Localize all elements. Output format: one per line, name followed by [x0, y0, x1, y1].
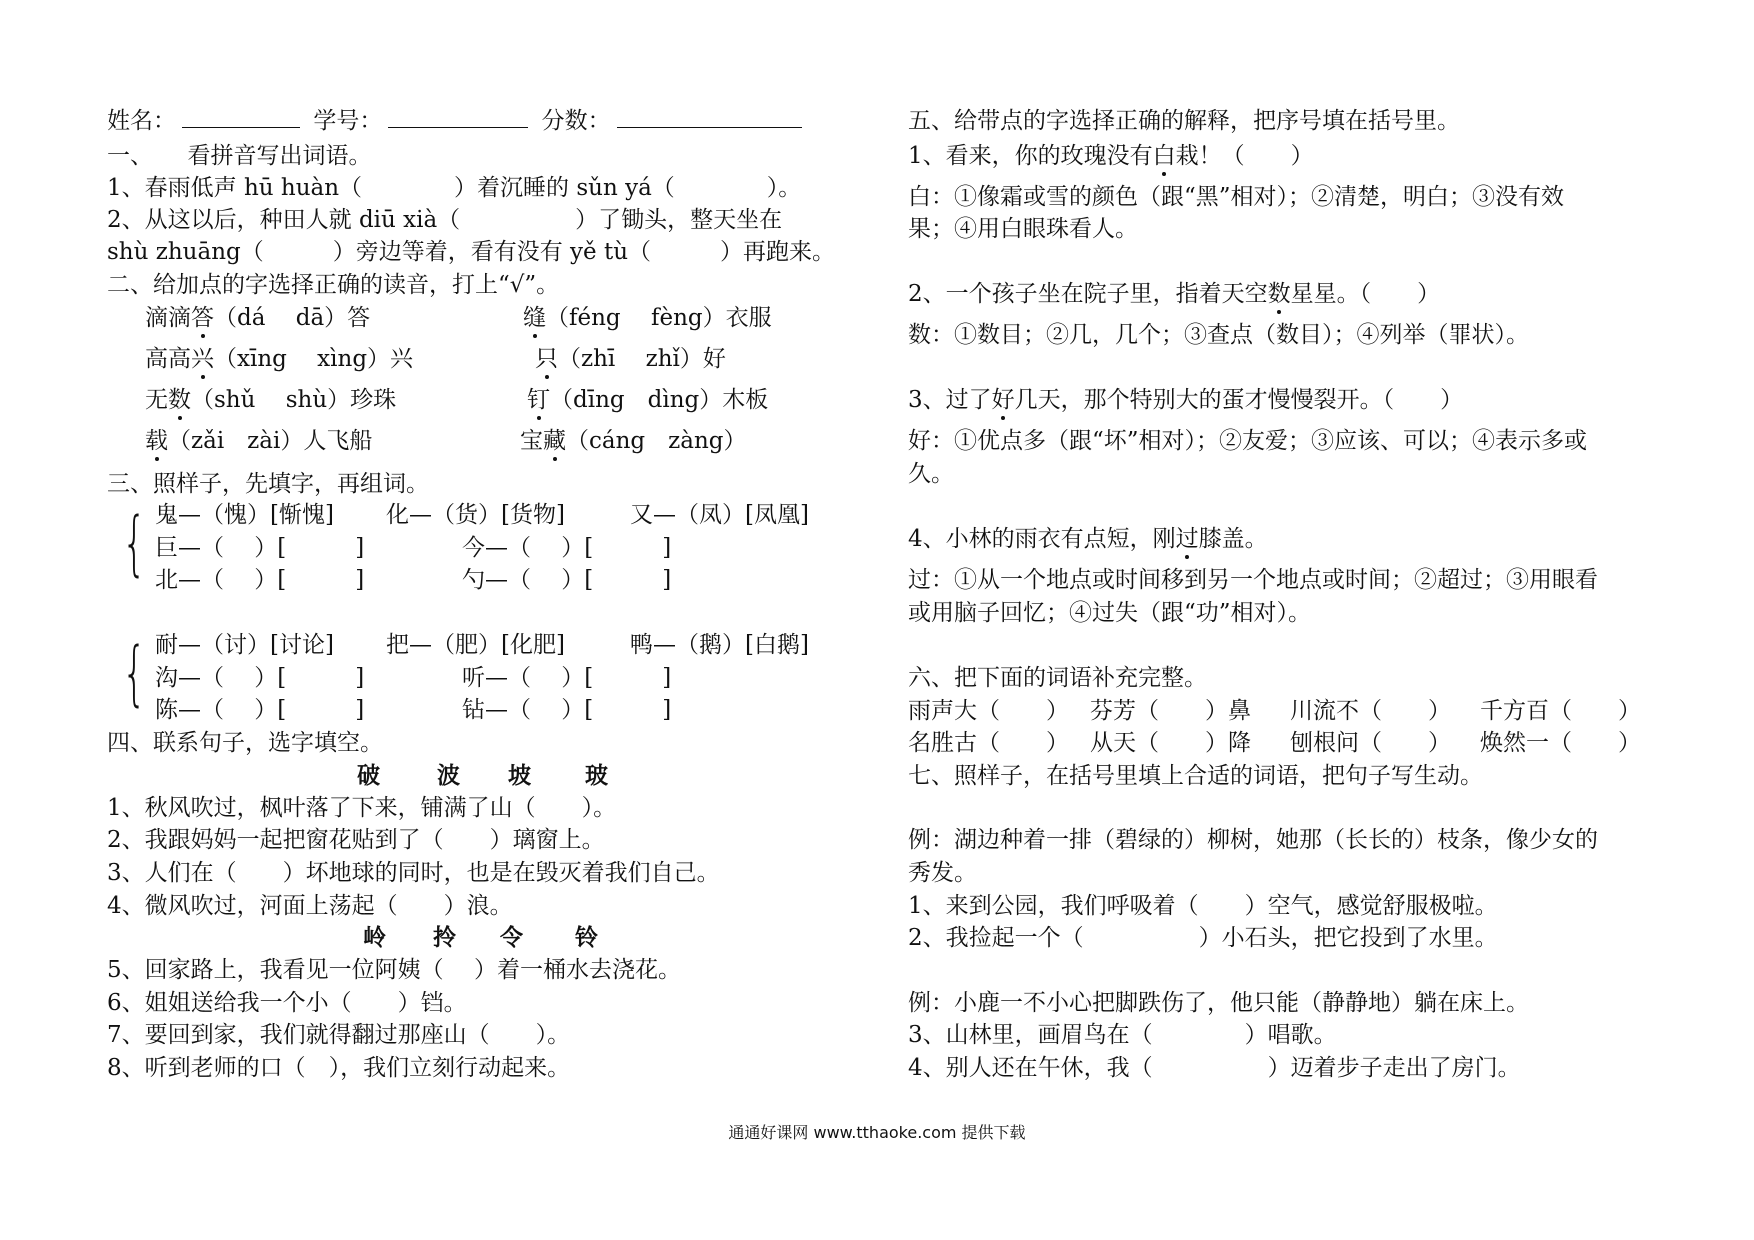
s5-question-3: 3、过了好几天，那个特别大的蛋才慢慢裂开。（ ）	[908, 387, 1464, 413]
s4-char-8: 铃	[575, 925, 598, 951]
s5-question-1: 1、看来，你的玫瑰没有白栽！（ ）	[908, 143, 1314, 169]
s3-g2-r2c1: 沟—（ ）[ ]	[155, 665, 365, 691]
s6-r2-1: 名胜古（ ）	[908, 730, 1069, 756]
s5-def-3b: 久。	[908, 461, 954, 487]
s4-char-6: 拎	[433, 925, 456, 951]
student-info-row	[107, 106, 808, 136]
section-3-title: 三、照样子，先填字，再组词。	[107, 471, 429, 497]
footer-credit: 通通好课网 www.tthaoke.com 提供下载	[728, 1123, 1026, 1142]
s4-char-4: 玻	[585, 763, 608, 789]
s2-item-7: 载（zǎi zài）人飞船	[145, 428, 373, 454]
section-7-title: 七、照样子，在括号里填上合适的词语，把句子写生动。	[908, 763, 1483, 789]
student-id-label: 学号：	[313, 108, 383, 134]
s3-g1-r1c1: 鬼—（愧）[惭愧]	[155, 502, 334, 528]
s4-char-3: 坡	[508, 763, 531, 789]
s2-item-3: 高高兴（xīng xìng）兴	[145, 346, 414, 372]
s4-question-4: 4、微风吹过，河面上荡起（ ）浪。	[107, 893, 513, 919]
section-4-title: 四、联系句子，选字填空。	[107, 730, 383, 756]
s3-g1-r2c2: 今—（ ）[ ]	[462, 535, 672, 561]
s6-r1-2: 芬芳（ ）鼻	[1090, 698, 1251, 724]
brace-icon: {	[122, 632, 147, 714]
s6-r2-2: 从天（ ）降	[1090, 730, 1251, 756]
s7-question-4: 4、别人还在午休，我（ ）迈着步子走出了房门。	[908, 1055, 1521, 1081]
name-field[interactable]	[182, 107, 300, 128]
s7-question-2: 2、我捡起一个（ ）小石头，把它投到了水里。	[908, 925, 1498, 951]
s4-question-3: 3、人们在（ ）坏地球的同时，也是在毁灭着我们自己。	[107, 860, 720, 886]
s2-item-6: 钉（dīng dìng）木板	[527, 387, 769, 413]
s5-def-3a: 好：①优点多（跟“坏”相对）；②友爱；③应该、可以；④表示多或	[908, 428, 1588, 454]
score-label: 分数：	[541, 108, 611, 134]
s6-r2-4: 焕然一（ ）	[1480, 730, 1641, 756]
s4-question-1: 1、秋风吹过，枫叶落了下来，铺满了山（ ）。	[107, 795, 617, 821]
s1-question-2a: 2、从这以后，种田人就 diū xià（ ）了锄头，整天坐在	[107, 207, 783, 233]
section-1-title: 一、 看拼音写出词语。	[107, 143, 372, 169]
s3-g1-r3c1: 北—（ ）[ ]	[155, 567, 365, 593]
s2-item-4: 只（zhī zhǐ）好	[535, 346, 726, 372]
s2-item-1: 滴滴答（dá dā）答	[145, 305, 371, 331]
s3-g1-r1c2: 化—（货）[货物]	[386, 502, 565, 528]
s2-item-8: 宝藏（cáng zàng）	[520, 428, 747, 454]
s1-question-1: 1、春雨低声 hū huàn（ ）着沉睡的 sǔn yá（ ）。	[107, 175, 802, 201]
s3-g2-r1c2: 把—（肥）[化肥]	[386, 632, 565, 658]
s4-char-5: 岭	[363, 925, 386, 951]
s6-r1-1: 雨声大（ ）	[908, 698, 1069, 724]
s5-question-4: 4、小林的雨衣有点短，刚过膝盖。	[908, 526, 1268, 552]
s6-r1-3: 川流不（ ）	[1290, 698, 1451, 724]
section-2-title: 二、给加点的字选择正确的读音，打上“√”。	[107, 272, 560, 298]
s5-question-2: 2、一个孩子坐在院子里，指着天空数星星。（ ）	[908, 281, 1441, 307]
s4-question-7: 7、要回到家，我们就得翻过那座山（ ）。	[107, 1022, 571, 1048]
s5-def-2: 数：①数目；②几，几个；③查点（数目）；④列举（罪状）。	[908, 322, 1529, 348]
s1-question-2b: shù zhuāng（ ）旁边等着，看有没有 yě tù（ ）再跑来。	[107, 239, 836, 265]
s4-char-1: 破	[357, 763, 380, 789]
section-6-title: 六、把下面的词语补充完整。	[908, 665, 1207, 691]
s6-r2-3: 刨根问（ ）	[1290, 730, 1451, 756]
s3-g2-r2c2: 听—（ ）[ ]	[462, 665, 672, 691]
s3-g2-r1c1: 耐—（讨）[讨论]	[155, 632, 334, 658]
s4-question-8: 8、听到老师的口（ ），我们立刻行动起来。	[107, 1055, 571, 1081]
s7-question-1: 1、来到公园，我们呼吸着（ ）空气，感觉舒服极啦。	[908, 893, 1498, 919]
s4-question-2: 2、我跟妈妈一起把窗花贴到了（ ）璃窗上。	[107, 827, 605, 853]
s4-char-7: 令	[500, 925, 523, 951]
s4-char-2: 波	[437, 763, 460, 789]
s7-example-2: 例：小鹿一不小心把脚跌伤了，他只能（静静地）躺在床上。	[908, 990, 1529, 1016]
s7-question-3: 3、山林里，画眉鸟在（ ）唱歌。	[908, 1022, 1337, 1048]
brace-icon: {	[122, 502, 147, 584]
s5-def-1a: 白：①像霜或雪的颜色（跟“黑”相对）；②清楚，明白；③没有效	[908, 184, 1565, 210]
s2-item-2: 缝（féng fèng）衣服	[523, 305, 772, 331]
s3-g1-r1c3: 又—（凤）[凤凰]	[630, 502, 809, 528]
s3-g2-r1c3: 鸭—（鹅）[白鹅]	[630, 632, 809, 658]
s4-question-6: 6、姐姐送给我一个小（ ）铛。	[107, 990, 467, 1016]
s7-example-1b: 秀发。	[908, 860, 977, 886]
s3-g2-r3c1: 陈—（ ）[ ]	[155, 697, 365, 723]
name-label: 姓名：	[107, 108, 176, 134]
section-5-title: 五、给带点的字选择正确的解释，把序号填在括号里。	[908, 108, 1460, 134]
student-id-field[interactable]	[388, 107, 528, 128]
s2-item-5: 无数（shǔ shù）珍珠	[145, 387, 397, 413]
s5-def-1b: 果；④用白眼珠看人。	[908, 216, 1138, 242]
s5-def-4b: 或用脑子回忆；④过失（跟“功”相对）。	[908, 600, 1312, 626]
s5-def-4a: 过：①从一个地点或时间移到另一个地点或时间；②超过；③用眼看	[908, 567, 1598, 593]
s3-g2-r3c2: 钻—（ ）[ ]	[462, 697, 672, 723]
s3-g1-r3c2: 勺—（ ）[ ]	[462, 567, 672, 593]
s4-question-5: 5、回家路上，我看见一位阿姨（ ）着一桶水去浇花。	[107, 957, 681, 983]
score-field[interactable]	[617, 107, 802, 128]
s3-g1-r2c1: 巨—（ ）[ ]	[155, 535, 365, 561]
s6-r1-4: 千方百（ ）	[1480, 698, 1641, 724]
s7-example-1a: 例：湖边种着一排（碧绿的）柳树，她那（长长的）枝条，像少女的	[908, 827, 1598, 853]
